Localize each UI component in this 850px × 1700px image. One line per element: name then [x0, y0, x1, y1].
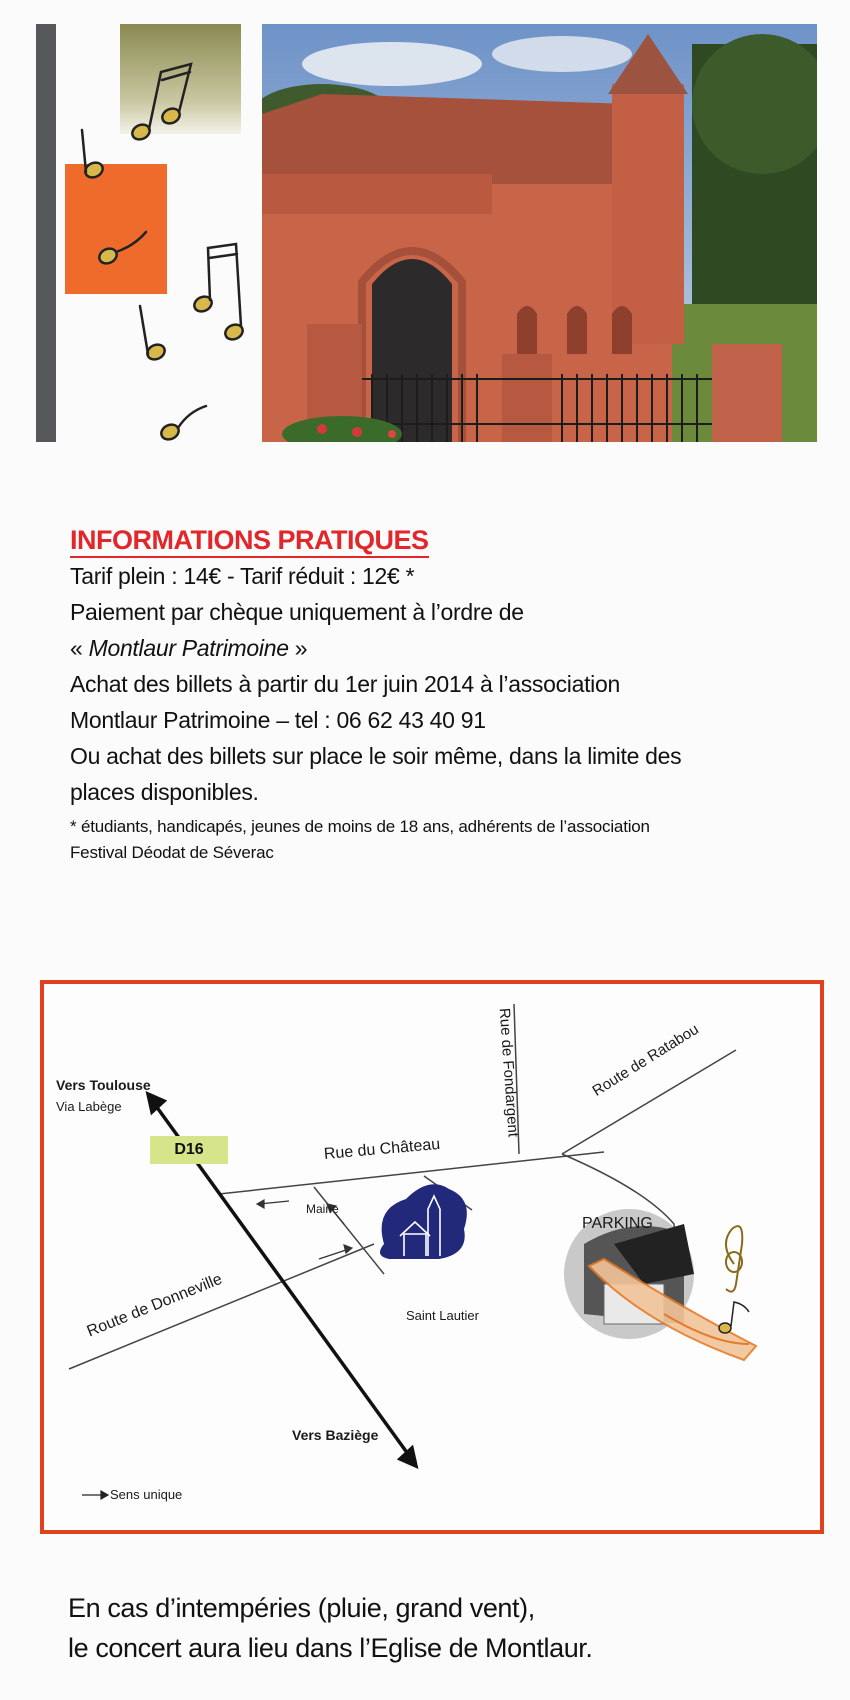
label-sens-unique: Sens unique — [110, 1487, 183, 1502]
price-line: Tarif plein : 14€ - Tarif réduit : 12€ * — [70, 563, 415, 589]
payee-name: Montlaur Patrimoine — [88, 635, 289, 661]
music-notes-decoration — [60, 60, 260, 460]
practical-info-section — [70, 524, 830, 866]
footnote-line-1: * étudiants, handicapés, jeunes de moins de 18 ans, adhérents de l’association — [70, 817, 650, 836]
footnote-line-2: Festival Déodat de Séverac — [70, 843, 274, 862]
weather-notice-line-2: le concert aura lieu dans l’Eglise de Montlaur. — [68, 1633, 593, 1663]
church-icon — [380, 1184, 467, 1259]
label-route-ratabou: Route de Ratabou — [589, 1020, 702, 1100]
chateau-photo — [262, 24, 817, 442]
payee-line — [70, 630, 830, 666]
label-rue-chateau: Rue du Château — [323, 1135, 441, 1163]
access-map — [40, 980, 824, 1534]
label-parking: PARKING — [582, 1215, 653, 1232]
availability-line: places disponibles. — [70, 779, 259, 805]
road-route-de-donneville — [69, 1244, 374, 1369]
label-route-donneville: Route de Donneville — [84, 1270, 225, 1341]
ticket-sale-line: Achat des billets à partir du 1er juin 2014 à l’association — [70, 671, 620, 697]
label-via-labege: Via Labège — [56, 1099, 122, 1114]
label-vers-toulouse: Vers Toulouse — [56, 1077, 151, 1093]
label-vers-baziege: Vers Baziège — [292, 1427, 379, 1443]
oneway-legend-arrow — [82, 1491, 108, 1499]
label-saint-lautier: Saint Lautier — [406, 1308, 479, 1323]
payee-open-quote: « — [70, 635, 89, 661]
weather-notice — [68, 1588, 593, 1668]
payment-line: Paiement par chèque uniquement à l’ordre de — [70, 599, 524, 625]
label-d16: D16 — [150, 1136, 228, 1164]
label-mairie: Mairie — [306, 1202, 339, 1216]
payee-close-quote: » — [288, 635, 308, 661]
road-rue-du-chateau — [219, 1152, 604, 1194]
map-roads — [44, 984, 820, 1530]
treble-clef-icon — [726, 1226, 742, 1291]
reduced-rate-footnote — [70, 814, 830, 866]
decorative-gray-bar — [36, 24, 56, 442]
oneway-arrow-3 — [319, 1249, 349, 1259]
music-note-icon — [719, 1302, 749, 1333]
label-rue-fondargent: Rue de Fondargent — [495, 1007, 522, 1138]
section-title: INFORMATIONS PRATIQUES — [70, 524, 429, 558]
onsite-sale-line: Ou achat des billets sur place le soir même, dans la limite des — [70, 743, 682, 769]
contact-phone-line: Montlaur Patrimoine – tel : 06 62 43 40 91 — [70, 707, 486, 733]
weather-notice-line-1: En cas d’intempéries (pluie, grand vent), — [68, 1593, 535, 1623]
road-mairie-street — [314, 1187, 384, 1274]
